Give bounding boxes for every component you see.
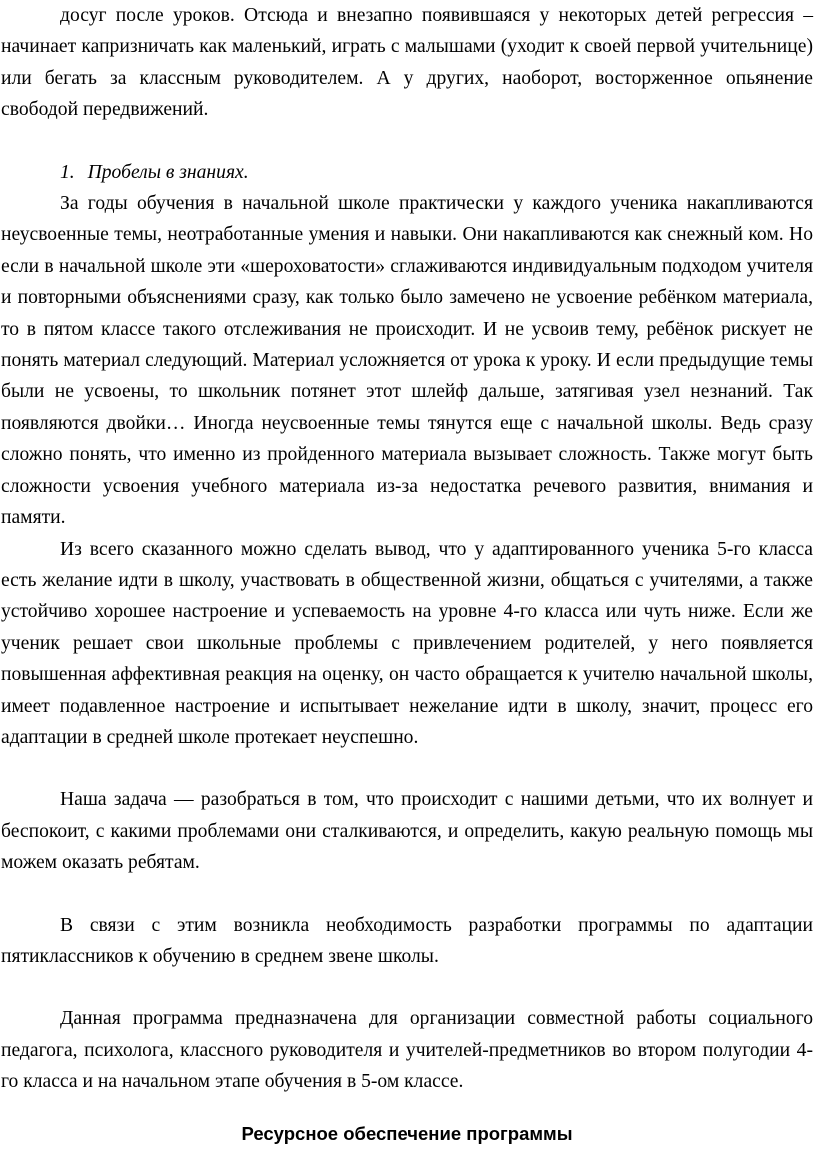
paragraph-conclusion: Из всего сказанного можно сделать вывод, что у адаптированного ученика 5-го класса есть желание идти в школу, участвовать в общественной жизни, общаться с учителями, а также устойчиво хорошее настроение и успеваемость на уровне 4-го класса или чуть ниже. Если же ученик решает свои школьные проблемы с привлечением родителей, у него появляется повышенная аффективная реакция на оценку, он часто обращается к учителю начальной школы, имеет подавленное настроение и испытывает нежелание идти в школу, значит, процесс его адаптации в средней школе протекает неуспешно.: [1, 538, 813, 748]
paragraph-need: В связи с этим возникла необходимость разработки программы по адаптации пятиклассников к обучению в среднем звене школы.: [1, 914, 813, 967]
subheading-knowledge-gaps: [1, 157, 813, 188]
spacer: [1, 753, 813, 784]
paragraph-intro: досуг после уроков. Отсюда и внезапно появившаяся у некоторых детей регрессия – начинает капризничать как маленький, играть с малышами (уходит к своей первой учительнице) или бегать за классным руководителем. А у других, наоборот, восторженное опьянение свободой передвижений.: [1, 5, 813, 121]
spacer: [1, 126, 813, 157]
paragraph-knowledge-gaps: За годы обучения в начальной школе практически у каждого ученика накапливаются неусвоенные темы, неотработанные умения и навыки. Они накапливаются как снежный ком. Но если в начальной школе эти «шероховатости» сглаживаются индивидуальным подходом учителя и повторными объяснениями сразу, как только было замечено не усвоение ребёнком материала, то в пятом классе такого отслеживания не происходит. И не усвоив тему, ребёнок рискует не понять материал следующий. Материал усложняется от урока к уроку. И если предыдущие темы были не усвоены, то школьник потянет этот шлейф дальше, затягивая узел незнаний. Так появляются двойки… Иногда неусвоенные темы тянутся еще с начальной школы. Ведь сразу сложно понять, что именно из пройденного материала вызывает сложность. Также могут быть сложности усвоения учебного материала из-за недостатка речевого развития, внимания и памяти.: [1, 193, 813, 529]
subheading-text: Пробелы в знаниях.: [87, 161, 249, 183]
section-title: Ресурсное обеспечение программы: [241, 1122, 573, 1144]
spacer: [1, 972, 813, 1003]
spacer: [1, 879, 813, 910]
paragraph-purpose: Данная программа предназначена для организации совместной работы социального педагога, психолога, классного руководителя и учителей-предметников во втором полугодии 4-го класса и на начальном этапе обучения в 5-ом классе.: [1, 1008, 813, 1093]
paragraph-task: Наша задача — разобраться в том, что происходит с нашими детьми, что их волнует и беспокоит, с какими проблемами они сталкиваются, и определить, какую реальную помощь мы можем оказать ребятам.: [1, 789, 813, 874]
subheading-number: 1.: [60, 161, 75, 183]
